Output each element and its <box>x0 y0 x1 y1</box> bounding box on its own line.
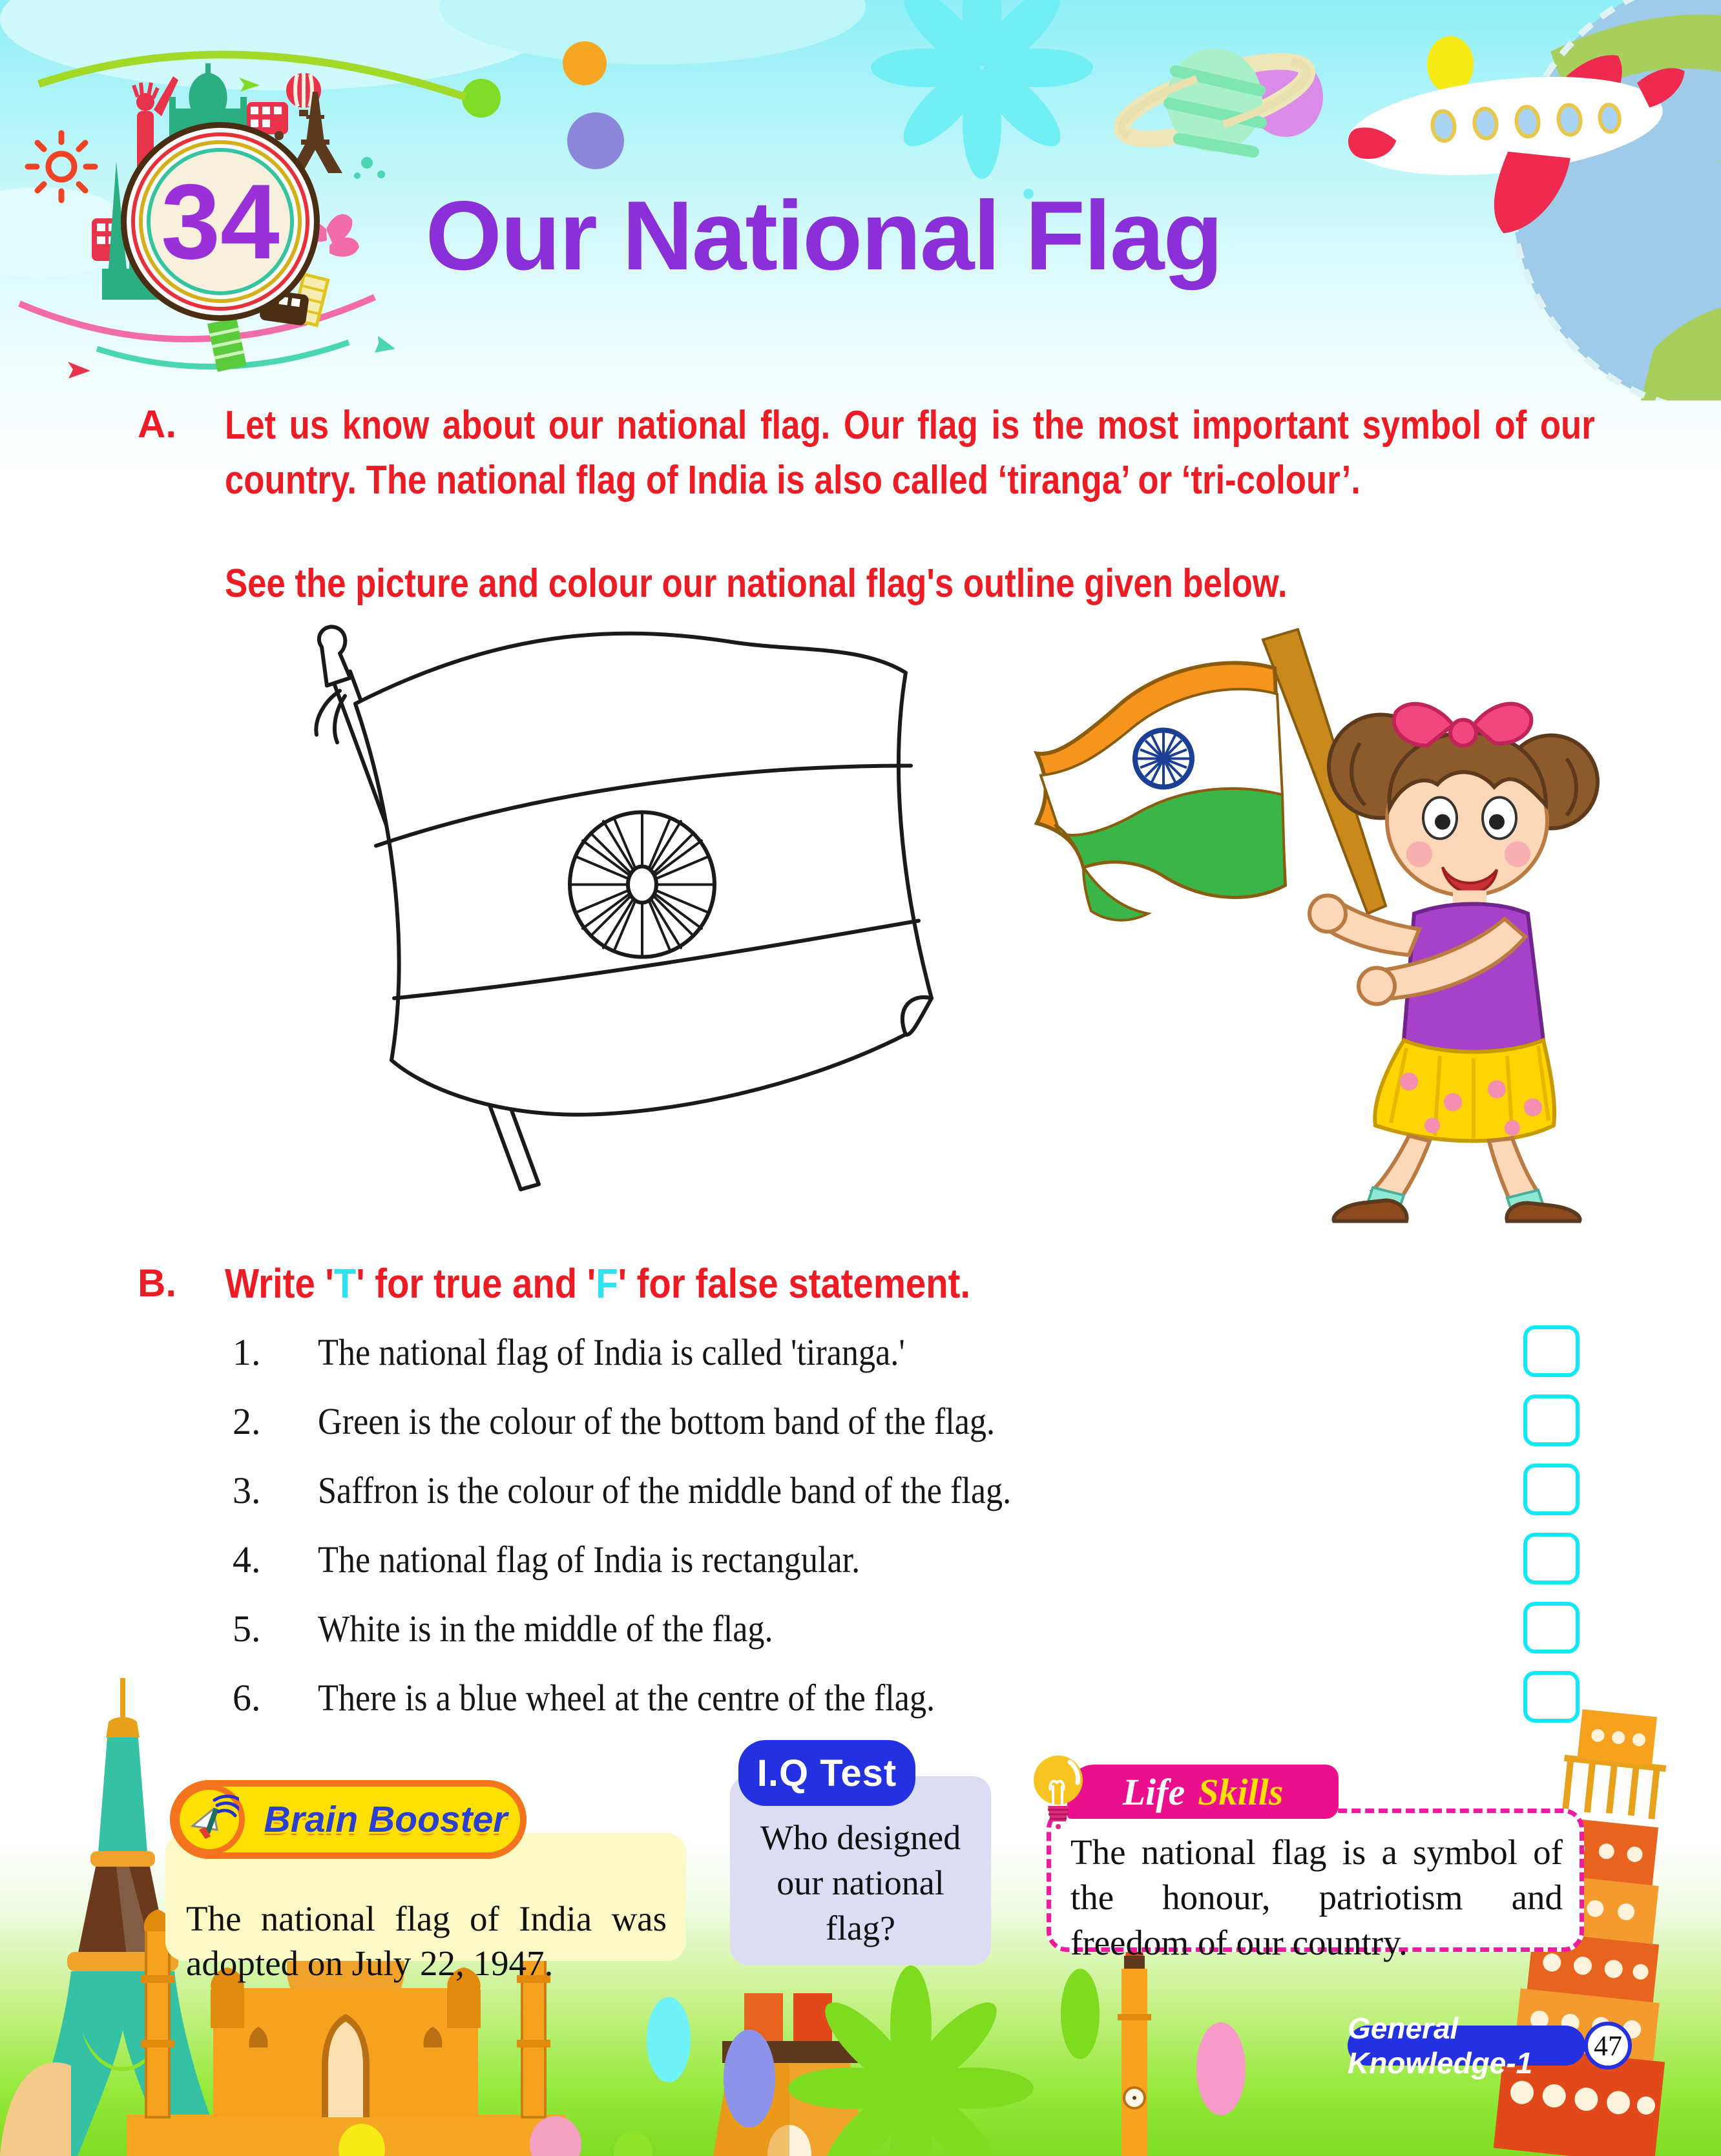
flag-outline-drawing[interactable] <box>187 610 969 1208</box>
statement-row <box>233 1318 1580 1387</box>
dot <box>361 157 373 169</box>
chakra-icon <box>1135 731 1192 787</box>
plane-icon <box>375 336 395 353</box>
dot <box>647 1997 691 2082</box>
book-title-badge: General Knowledge-1 <box>1348 2026 1585 2066</box>
iq-test-label: I.Q Test <box>738 1740 915 1806</box>
section-a-instruction: See the picture and colour our national flag's outline given below. <box>225 561 1288 606</box>
dot <box>724 2029 775 2128</box>
life-skills-text: The national flag is a symbol of the honour, patriotism and freedom of our country. <box>1070 1832 1563 1962</box>
girl-illustration <box>1309 704 1598 1221</box>
answer-box[interactable] <box>1523 1325 1580 1377</box>
brain-booster-title: Brain Booster <box>264 1799 508 1840</box>
statement-number: 3. <box>233 1469 261 1511</box>
life-skills-title-life: Life <box>1122 1770 1185 1813</box>
girl-with-flag-illustration <box>998 614 1605 1224</box>
life-skills-banner <box>1067 1765 1339 1819</box>
pisa-green-icon <box>207 318 247 372</box>
statement-number: 5. <box>233 1608 261 1650</box>
statement-row <box>233 1525 1580 1594</box>
megaphone-icon <box>174 1784 245 1855</box>
dot <box>1196 2022 1246 2115</box>
section-a-intro: Let us know about our national flag. Our flag is the most important symbol of our country. The national flag of India is also called ‘tiranga’ or ‘tri-colour’. <box>225 403 1595 503</box>
page-number: 47 <box>1584 2022 1632 2069</box>
answer-box[interactable] <box>1523 1602 1580 1653</box>
lesson-number-badge <box>121 122 320 321</box>
statement-text: White is in the middle of the flag. <box>318 1608 773 1650</box>
answer-box[interactable] <box>1523 1394 1580 1446</box>
answer-box[interactable] <box>1523 1464 1580 1515</box>
dot <box>1061 1969 1100 2059</box>
dot <box>614 2131 652 2156</box>
sun-icon <box>28 133 95 200</box>
arch-shape <box>0 2062 71 2156</box>
statement-row <box>233 1663 1580 1732</box>
statement-text: Green is the colour of the bottom band of the flag. <box>318 1400 996 1442</box>
statement-row <box>233 1594 1580 1663</box>
lesson-number: 34 <box>161 161 280 281</box>
starburst-icon <box>871 0 1093 179</box>
true-letter: T <box>333 1260 357 1307</box>
life-skills-title-skills: Skills <box>1198 1770 1284 1813</box>
page-title: Our National Flag <box>425 181 1222 291</box>
life-skills-box <box>1047 1809 1584 1962</box>
dot <box>377 171 385 178</box>
statement-text: There is a blue wheel at the centre of the flag. <box>318 1677 935 1719</box>
dot <box>563 41 607 85</box>
lightbulb-icon <box>1030 1752 1085 1829</box>
statement-text: The national flag of India is rectangular. <box>318 1539 860 1581</box>
section-b-heading: Write 'T' for true and 'F' for false statement. <box>225 1260 971 1307</box>
dot <box>354 172 360 179</box>
brain-booster-text: The national flag of India was adopted on July 22, 1947. <box>186 1899 667 1983</box>
section-b-label: B. <box>138 1261 176 1305</box>
saturn-icon <box>1114 46 1315 155</box>
statement-row <box>233 1387 1580 1456</box>
statement-row <box>233 1456 1580 1525</box>
plane-icon <box>68 362 90 378</box>
false-letter: F <box>596 1260 618 1307</box>
statement-text: Saffron is the colour of the middle band of the flag. <box>318 1469 1012 1511</box>
dot <box>567 112 624 169</box>
dot <box>462 79 501 118</box>
statement-list <box>233 1318 1580 1732</box>
statement-number: 6. <box>233 1677 261 1719</box>
brain-booster-banner <box>170 1780 527 1859</box>
answer-box[interactable] <box>1523 1533 1580 1584</box>
statement-number: 2. <box>233 1400 261 1442</box>
statement-text: The national flag of India is called 'tiranga.' <box>318 1331 905 1373</box>
section-a-label: A. <box>138 402 176 446</box>
statement-number: 1. <box>233 1331 261 1373</box>
statement-number: 4. <box>233 1539 261 1581</box>
hair-bow-icon <box>1394 704 1531 746</box>
iq-test-question: Who designed our national flag? <box>760 1818 961 1947</box>
answer-box[interactable] <box>1523 1671 1580 1723</box>
